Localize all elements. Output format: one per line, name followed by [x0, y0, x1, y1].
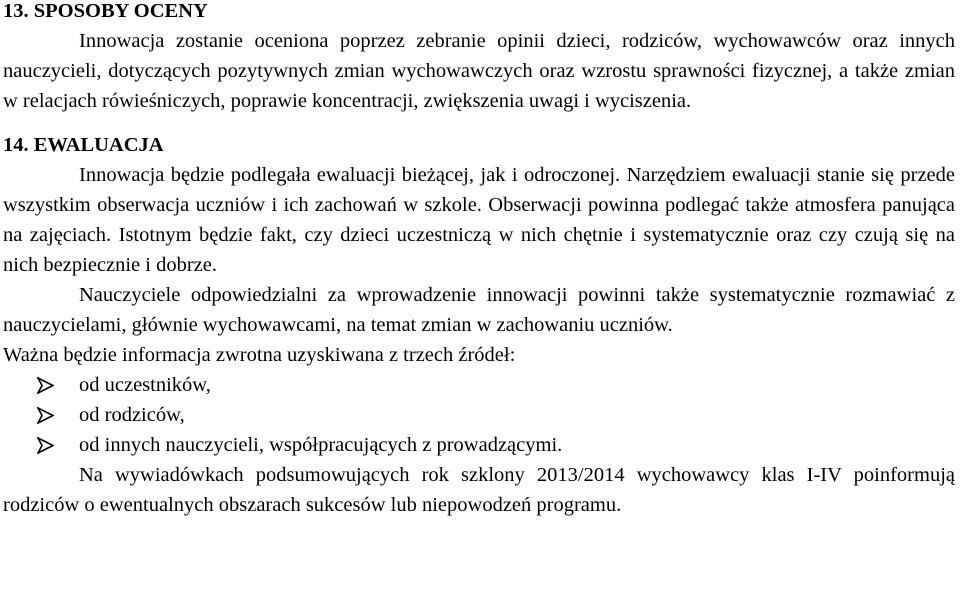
section-13-heading: 13. SPOSOBY OCENY	[3, 0, 208, 22]
list-item	[3, 400, 955, 430]
section-14-heading: 14. EWALUACJA	[3, 134, 164, 156]
arrowhead-bullet-icon	[37, 377, 54, 394]
section-13-paragraph: Innowacja zostanie oceniona poprzez zebranie opinii dzieci, rodziców, wychowawców oraz innych nauczycieli, dotyczących pozytywnych zmian wychowawczych oraz wzrostu sprawności fizycznej, a także zmian w relacjach rówieśniczych, poprawie koncentracji, zwiększenia uwagi i wyciszenia.	[3, 30, 955, 112]
feedback-intro: Ważna będzie informacja zwrotna uzyskiwana z trzech źródeł:	[3, 344, 516, 366]
document-page	[3, 0, 955, 520]
section-14-paragraph-3: Na wywiadówkach podsumowujących rok szklony 2013/2014 wychowawcy klas I-IV poinformują rodziców o ewentualnych obszarach sukcesów lub niepowodzeń programu.	[3, 464, 955, 516]
feedback-sources-list	[3, 370, 955, 460]
list-item-label: od innych nauczycieli, współpracujących z prowadzącymi.	[79, 434, 563, 456]
list-item	[3, 370, 955, 400]
list-item-label: od uczestników,	[79, 374, 211, 396]
section-14-paragraph-1: Innowacja będzie podlegała ewaluacji bieżącej, jak i odroczonej. Narzędziem ewaluacji stanie się przede wszystkim obserwacja uczniów i ich zachowań w szkole. Obserwacji powinna podlegać także atmosfera panująca na zajęciach. Istotnym będzie fakt, czy dzieci uczestniczą w nich chętnie i systematycznie oraz czy czują się na nich bezpiecznie i dobrze.	[3, 164, 955, 276]
section-14-paragraph-2: Nauczyciele odpowiedzialni za wprowadzenie innowacji powinni także systematycznie rozmawiać z nauczycielami, głównie wychowawcami, na temat zmian w zachowaniu uczniów.	[3, 284, 955, 336]
arrowhead-bullet-icon	[37, 407, 54, 424]
list-item-label: od rodziców,	[79, 404, 185, 426]
list-item	[3, 430, 955, 460]
arrowhead-bullet-icon	[37, 437, 54, 454]
